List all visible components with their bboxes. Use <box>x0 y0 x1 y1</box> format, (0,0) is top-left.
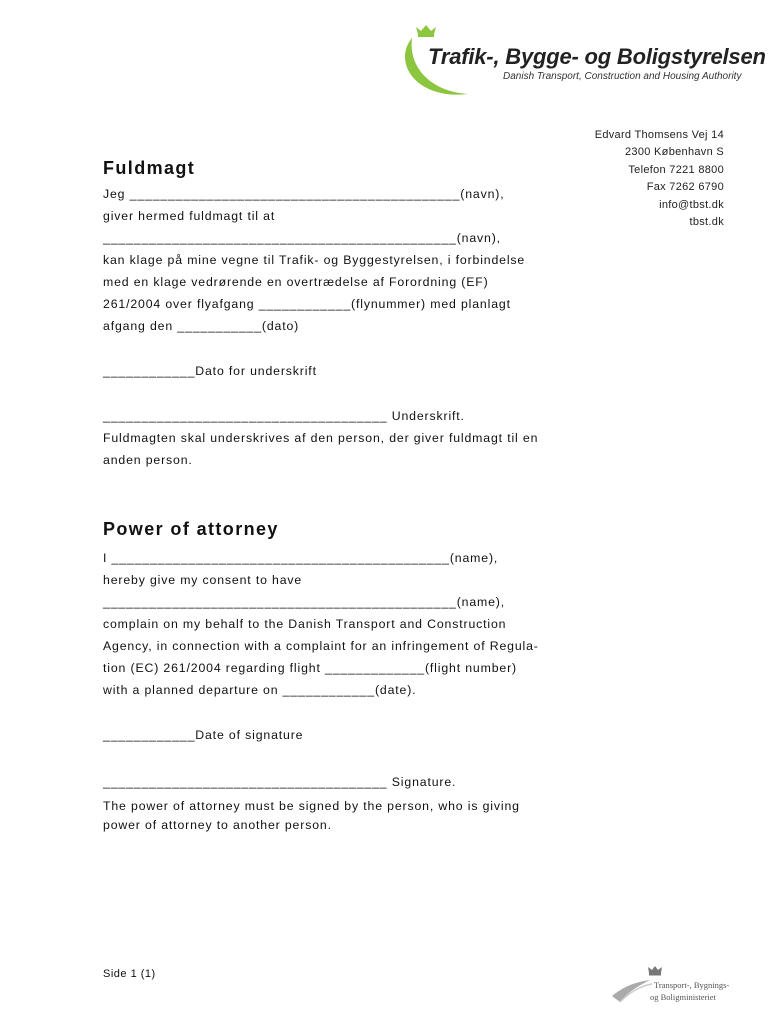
en-line-3: ______________________________________________(name), <box>103 595 506 609</box>
address-email[interactable]: info@tbst.dk <box>659 198 724 211</box>
da-date-line: ____________Dato for underskrift <box>103 364 317 378</box>
en-date-line: ____________Date of signature <box>103 728 304 742</box>
address-phone: Telefon 7221 8800 <box>628 163 724 176</box>
en-note-line-1: The power of attorney must be signed by the person, who is giving <box>103 799 520 813</box>
brand-name: Trafik-, Bygge- og Boligstyrelsen <box>428 44 766 69</box>
ministry-name-1: Transport-, Bygnings- <box>654 980 730 990</box>
en-note-line-2: power of attorney to another person. <box>103 818 332 832</box>
da-note-line-2: anden person. <box>103 453 193 467</box>
da-line-6: 261/2004 over flyafgang ____________(flynummer) med planlagt <box>103 297 511 311</box>
address-fax: Fax 7262 6790 <box>646 181 724 194</box>
da-line-1: Jeg ___________________________________________(navn), <box>103 187 505 201</box>
ministry-name-2: og Boligministeriet <box>650 992 716 1002</box>
page-number: Side 1 (1) <box>103 968 156 980</box>
en-signature-line: _____________________________________ Signature. <box>103 775 457 789</box>
en-line-4: complain on my behalf to the Danish Transport and Construction <box>103 617 507 631</box>
ministry-logo <box>610 966 740 1008</box>
en-line-5: Agency, in connection with a complaint for an infringement of Regula- <box>103 639 539 653</box>
da-line-2: giver hermed fuldmagt til at <box>103 209 276 223</box>
en-line-6: tion (EC) 261/2004 regarding flight _____________(flight number) <box>103 661 517 675</box>
address-city: 2300 København S <box>625 146 724 159</box>
en-line-2: hereby give my consent to have <box>103 573 303 587</box>
title-fuldmagt: Fuldmagt <box>103 158 196 178</box>
crown-icon <box>648 966 662 976</box>
crown-icon <box>416 25 436 37</box>
da-line-7: afgang den ___________(dato) <box>103 319 300 333</box>
address-block <box>595 127 724 231</box>
address-street: Edvard Thomsens Vej 14 <box>594 129 724 141</box>
da-line-4: kan klage på mine vegne til Trafik- og Byggestyrelsen, i forbindelse <box>103 253 526 267</box>
da-signature-line: _____________________________________ Underskrift. <box>103 409 465 423</box>
address-web[interactable]: tbst.dk <box>689 216 724 229</box>
da-note-line-1: Fuldmagten skal underskrives af den person, der giver fuldmagt til en <box>103 431 539 445</box>
brand-subtitle: Danish Transport, Construction and Housing Authority <box>503 71 742 82</box>
da-line-5: med en klage vedrørende en overtrædelse af Forordning (EF) <box>103 275 489 289</box>
en-line-7: with a planned departure on ____________(date). <box>103 683 417 697</box>
en-line-1: I ____________________________________________(name), <box>103 551 499 565</box>
da-line-3: ______________________________________________(navn), <box>103 231 501 245</box>
road-icon <box>612 980 650 1002</box>
title-power-of-attorney: Power of attorney <box>103 519 279 539</box>
